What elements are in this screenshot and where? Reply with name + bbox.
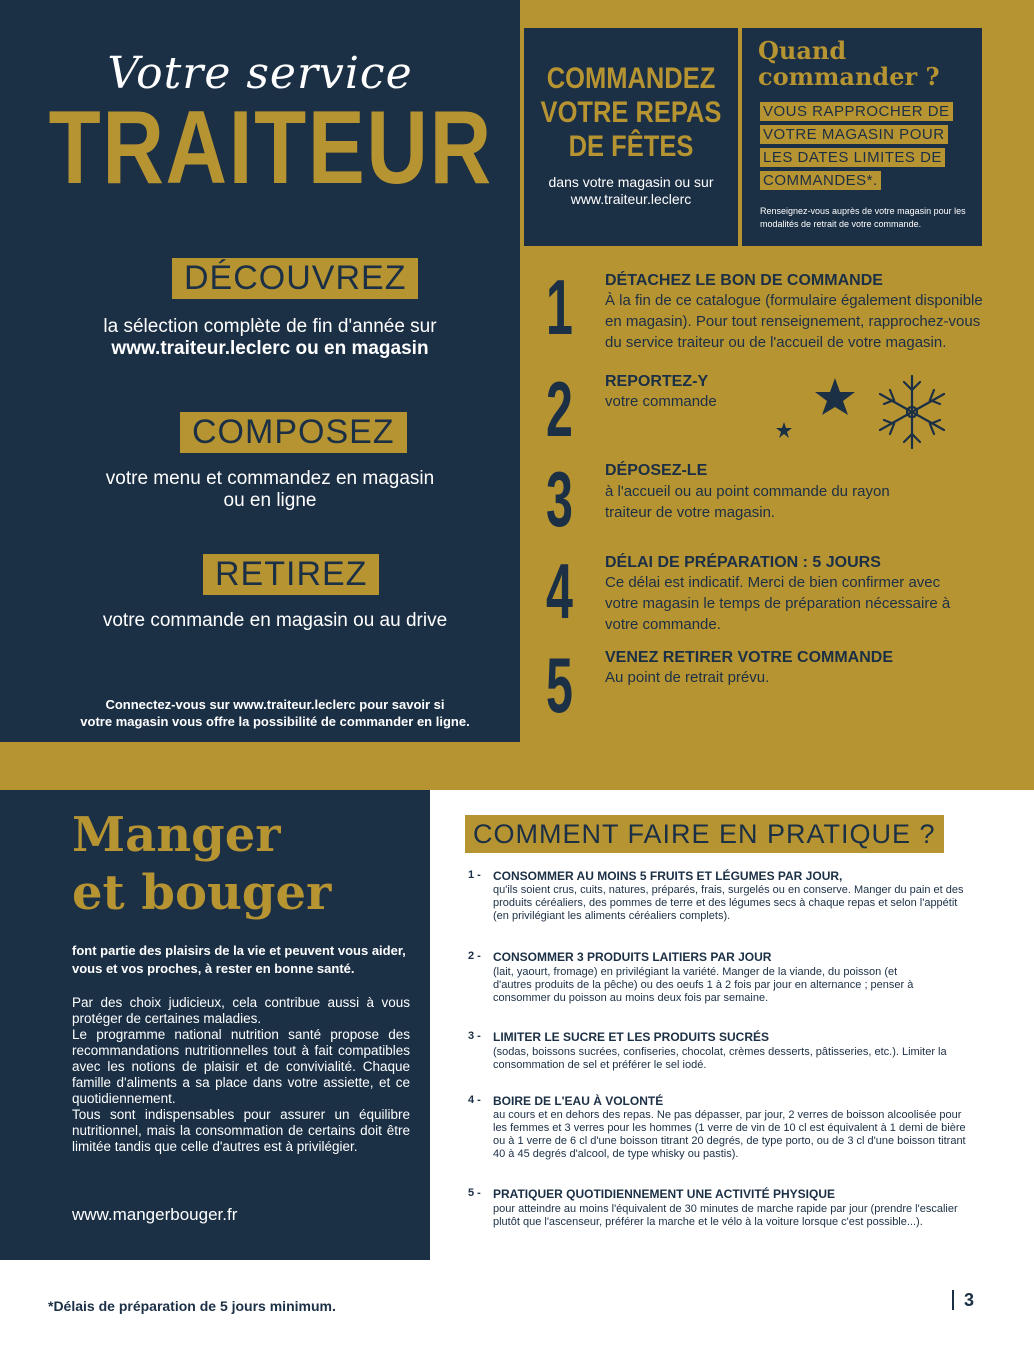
tip-number: 2 - xyxy=(468,950,481,962)
text-decouvrez-line1: la sélection complète de fin d'année sur xyxy=(103,316,437,337)
script-title: Votre service xyxy=(107,48,413,99)
manger-title xyxy=(72,806,331,922)
step-body: à l'accueil ou au point commande du rayon traiteur de votre magasin. xyxy=(605,483,890,521)
manger-url-link[interactable]: www.mangerbouger.fr xyxy=(72,1205,238,1224)
text-retirez xyxy=(40,610,510,632)
text-composez xyxy=(60,468,480,512)
label-retirez: RETIREZ xyxy=(203,554,379,595)
quand-highlight xyxy=(760,102,970,194)
tip-title: LIMITER LE SUCRE ET LES PRODUITS SUCRÉS xyxy=(493,1030,770,1044)
step-body: Ce délai est indicatif. Merci de bien confirmer avec votre magasin le temps de préparation nécessaire à votre commande. xyxy=(605,574,951,633)
tip-body: qu'ils soient crus, cuits, natures, préparés, frais, surgelés ou en conserve. Manger du pain et des produits céréaliers, des pommes de terre et des légumes secs à chaque repas et selon l'appétit (en privilégiant les aliments céréaliers complets). xyxy=(493,884,964,922)
quand-highlight-line: LES DATES LIMITES DE xyxy=(760,148,945,167)
order-title-line1: COMMANDEZ xyxy=(546,62,716,95)
tip-body: au cours et en dehors des repas. Ne pas dépasser, par jour, 2 verres de boisson alcoolisée pour les femmes et 3 verres pour les hommes (1 verre de vin de 10 cl est équivalent à 1 demi de bière ou à 1 verre de 6 cl d'une boisson titrant 20 degrés, de type porto, ou de 3 cl d'une boisson titrant 40 à 45 degrés d'alcool, de type whisky ou pastis). xyxy=(493,1109,966,1160)
label-decouvrez: DÉCOUVREZ xyxy=(172,258,418,299)
quand-title-line1: Quand xyxy=(758,36,847,65)
connect-note-line1: Connectez-vous sur www.traiteur.leclerc pour savoir si xyxy=(105,697,445,712)
text-retirez-line1: votre commande en magasin ou au drive xyxy=(102,610,448,631)
tip-title: CONSOMMER AU MOINS 5 FRUITS ET LÉGUMES PAR JOUR, xyxy=(493,869,843,883)
quand-box xyxy=(742,28,982,246)
connect-note-line2: votre magasin vous offre la possibilité de commander en ligne. xyxy=(80,714,470,729)
manger-title-line1: Manger xyxy=(72,807,281,863)
star-icon xyxy=(776,422,792,438)
tip-body: (lait, yaourt, fromage) en privilégiant la variété. Manger de la viande, du poisson (et d'autres produits de la pêche) ou des oeufs 1 à 2 fois par jour en alternance ; penser à consommer du poisson au moins deux fois par semaine. xyxy=(493,966,914,1004)
tip-title: BOIRE DE L'EAU À VOLONTÉ xyxy=(493,1094,664,1108)
order-title-line2: VOTRE REPAS xyxy=(540,96,722,129)
step-number: 1 xyxy=(545,263,573,351)
manger-lead: font partie des plaisirs de la vie et peuvent vous aider, vous et vos proches, à rester en bonne santé. xyxy=(72,943,406,976)
step-title: VENEZ RETIRER VOTRE COMMANDE xyxy=(605,649,894,666)
step-title: REPORTEZ-Y xyxy=(605,373,709,390)
page-number: 3 xyxy=(952,1290,974,1310)
order-sub-line2: www.traiteur.leclerc xyxy=(570,191,692,207)
manger-paragraph: Le programme national nutrition santé propose des recommandations nutritionnelles tout à fait compatibles avec les notions de plaisir et de convivialité. Chaque famille d'aliments a sa place dans votre assiette, et ce quotidiennement. xyxy=(72,1027,410,1106)
star-icon xyxy=(815,378,855,415)
step-body: À la fin de ce catalogue (formulaire également disponible en magasin). Pour tout renseignement, rapprochez-vous du service traiteur ou de l'accueil de votre magasin. xyxy=(605,292,983,351)
tip-body: (sodas, boissons sucrées, confiseries, chocolat, crèmes desserts, pâtisseries, etc.). Limiter la consommation de sel et préférer le sel iodé. xyxy=(493,1046,947,1071)
order-title xyxy=(540,62,722,164)
decor-group xyxy=(770,372,960,454)
quand-title xyxy=(758,38,940,90)
tip-title: CONSOMMER 3 PRODUITS LAITIERS PAR JOUR xyxy=(493,950,772,964)
step-number: 3 xyxy=(545,455,573,543)
connect-note xyxy=(40,696,510,730)
tip-number: 1 - xyxy=(468,869,481,881)
text-decouvrez-line2: www.traiteur.leclerc ou en magasin xyxy=(111,338,429,359)
manger-body xyxy=(72,995,410,1155)
gold-band xyxy=(0,742,1034,790)
step-number: 2 xyxy=(545,365,573,453)
manger-paragraph: Tous sont indispensables pour assurer un équilibre nutritionnel, mais la consommation de certains doit être limitée tandis que celle d'autres est à privilégier. xyxy=(72,1107,410,1154)
snowflake-icon xyxy=(880,376,944,448)
step-body: votre commande xyxy=(605,393,717,410)
manger-title-line2: et bouger xyxy=(72,865,332,921)
order-sub-line1: dans votre magasin ou sur xyxy=(548,174,714,190)
label-composez: COMPOSEZ xyxy=(180,412,407,453)
step-number: 5 xyxy=(545,641,573,729)
pratique-title: COMMENT FAIRE EN PRATIQUE ? xyxy=(465,815,944,853)
quand-note: Renseignez-vous auprès de votre magasin pour les modalités de retrait de votre commande. xyxy=(760,206,966,229)
order-subtitle xyxy=(524,174,738,208)
tip-body: pour atteindre au moins l'équivalent de 30 minutes de marche rapide par jour (prendre l'escalier plutôt que l'ascenseur, préférer la marche et le vélo à la voiture lorsque c'est possible...). xyxy=(493,1203,958,1228)
order-title-line3: DE FÊTES xyxy=(568,130,694,163)
step-title: DÉTACHEZ LE BON DE COMMANDE xyxy=(605,272,883,289)
text-composez-line2: ou en ligne xyxy=(223,490,317,511)
quand-highlight-line: VOTRE MAGASIN POUR xyxy=(760,125,948,144)
tip-number: 4 - xyxy=(468,1094,481,1106)
text-decouvrez xyxy=(60,316,480,360)
order-box xyxy=(524,28,738,246)
quand-highlight-line: COMMANDES*. xyxy=(760,171,881,190)
step-title: DÉPOSEZ-LE xyxy=(605,462,708,479)
page-title: TRAITEUR xyxy=(48,90,493,206)
text-composez-line1: votre menu et commandez en magasin xyxy=(105,468,435,489)
manger-paragraph: Par des choix judicieux, cela contribue aussi à vous protéger de certaines maladies. xyxy=(72,995,410,1026)
footnote: *Délais de préparation de 5 jours minimum. xyxy=(48,1298,336,1314)
step-body: Au point de retrait prévu. xyxy=(605,669,770,686)
tip-number: 3 - xyxy=(468,1030,481,1042)
quand-title-line2: commander ? xyxy=(758,62,940,91)
step-title: DÉLAI DE PRÉPARATION : 5 JOURS xyxy=(605,554,881,571)
quand-highlight-line: VOUS RAPPROCHER DE xyxy=(760,102,953,121)
tip-title: PRATIQUER QUOTIDIENNEMENT UNE ACTIVITÉ PHYSIQUE xyxy=(493,1187,836,1201)
tip-number: 5 - xyxy=(468,1187,481,1199)
step-number: 4 xyxy=(545,547,573,635)
